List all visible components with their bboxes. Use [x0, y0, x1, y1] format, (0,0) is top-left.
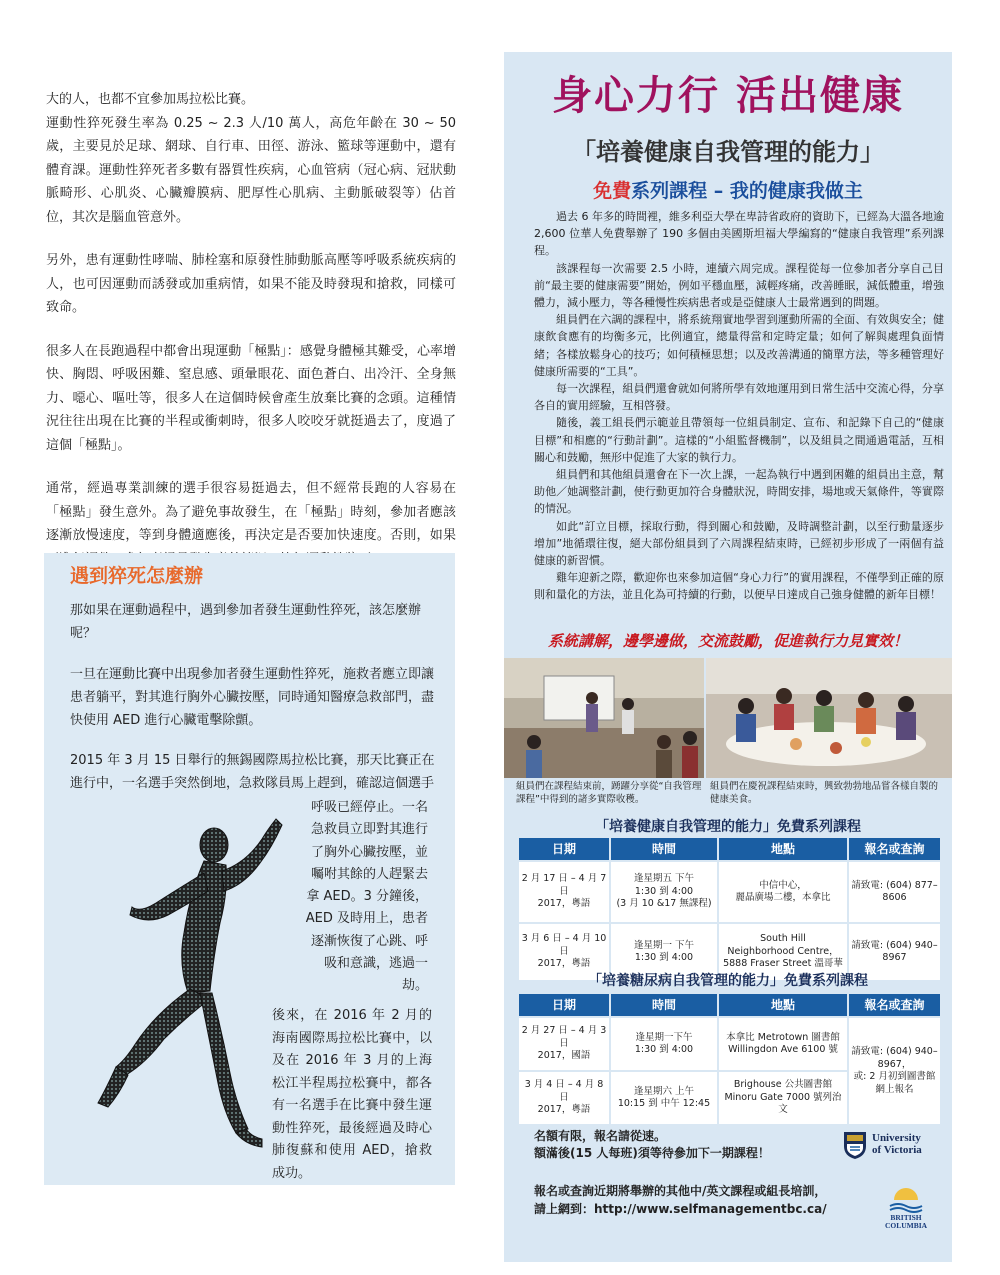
- schedule-table-title: 「培養糖尿病自我管理的能力」免費系列課程: [588, 973, 868, 989]
- ad-paragraph: 組員們在六調的課程中，將系統翔實地學習到運動所需的全面、有效與安全；健康飲食應有的均衡多元，比例適宜，總量得當和定時定量；如何了解與處理負面情緒；各樣放鬆身心的技巧；如何積極思想；以及改善溝通的簡單方法，等多種管理好健康所需要的“工具”。: [534, 313, 944, 378]
- column-header: 時間: [610, 993, 718, 1017]
- column-header: 地點: [718, 993, 848, 1017]
- photo-caption: 組員們在慶祝課程結束時，興致勃勃地品嘗各樣自製的健康美食。: [710, 781, 939, 805]
- bc-name: BRITISH COLUMBIA: [884, 1213, 928, 1230]
- uvic-name: University of Victoria: [872, 1132, 922, 1156]
- enrollment-notice: 名額有限，報名請從速。 額滿後(15 人每班)須等待參加下一期課程！: [534, 1129, 770, 1160]
- diabetes-schedule-table: [517, 992, 942, 1126]
- course-advertisement: [504, 52, 952, 1262]
- table-cell: 2 月 17 日 – 4 月 7 日 2017，粵語: [518, 861, 610, 923]
- uvic-crest-icon: [842, 1130, 868, 1160]
- sudden-death-sidebar: [44, 553, 455, 1185]
- article-body: [46, 88, 456, 591]
- ad-body: [534, 208, 944, 604]
- table-row: [518, 1017, 941, 1071]
- sidebar-paragraph: 一旦在運動比賽中出現參加者發生運動性猝死，施救者應立即讓患者躺平，對其進行胸外心臟按壓，同時通知醫療急救部門，盡快使用 AED 進行心臟電擊除顫。: [70, 667, 435, 728]
- sidebar-paragraph: 2015 年 3 月 15 日舉行的無錫國際馬拉松比賽，那天比賽正在進行中，一名選手突然倒地，急救隊員馬上趕到，確認這個選手: [70, 753, 435, 791]
- schedule-table: [517, 836, 942, 982]
- table-cell: Brighouse 公共圖書館 Minoru Gate 7000 號列治文: [718, 1071, 848, 1125]
- table-cell: South Hill Neighborhood Centre， 5888 Fraser Street 溫哥華: [718, 923, 848, 981]
- column-header: 報名或查詢: [848, 837, 941, 861]
- registration-info: 報名或查詢近期將舉辦的其他中/英文課程或組長培訓， 請上網到：http://www.selfmanagementbc.ca/: [534, 1184, 827, 1216]
- table-cell: 請致電: (604) 940–8967， 或: 2 月初到圖書館 網上報名: [848, 1017, 941, 1125]
- ad-headline: 身心力行 活出健康: [552, 73, 904, 119]
- ad-paragraph: 隨後，義工組長們示範並且帶領每一位組員制定、宣布、和記錄下自己的“健康目標”和相應的“行動計劃”。這樣的“小組監督機制”，以及組員之間通過電話，互相關心和鼓勵，無形中促進了大家的執行力。: [534, 416, 944, 464]
- ad-paragraph: 如此“訂立目標，採取行動，得到關心和鼓勵，及時調整計劃，以至行動量逐步增加”地循環往復，絕大部份組員到了六周課程結束時，已經初步形成了一兩個有益健康的新習慣。: [534, 519, 944, 568]
- ad-paragraph: 雞年迎新之際，歡迎你也來參加這個“身心力行”的實用課程，不僅學到正確的原則和量化的方法，並且化為可持續的行動，以便早日達成自己強身健體的新年目標！: [534, 571, 944, 602]
- ad-paragraph: 過去 6 年多的時間裡，維多利亞大學在卑詩省政府的資助下，已經為大溫各地逾 2,600 位華人免費舉辦了 190 多個由美國斯坦福大學編寫的“健康自我管理”系列課程。: [534, 210, 944, 258]
- article-paragraph: 通常，經過專業訓練的選手很容易挺過去，但不經常長跑的人容易在「極點」發生意外。為了避免事故發生，在「極點」時刻，參加者應該逐漸放慢速度，等到身體適應後，再決定是否要加快速度。否則，如果: [46, 481, 456, 543]
- class-photo: [504, 658, 704, 778]
- table-cell: 逢星期六 上午 10:15 到 中午 12:45: [610, 1071, 718, 1125]
- column-header: 時間: [610, 837, 718, 861]
- table-cell: 3 月 6 日 – 4 月 10 日 2017，粵語: [518, 923, 610, 981]
- column-header: 報名或查詢: [848, 993, 941, 1017]
- uvic-logo: [842, 1130, 942, 1164]
- table-cell: 請致電: (604) 940–8967: [848, 923, 941, 981]
- schedule-table-title: 「培養健康自我管理的能力」免費系列課程: [595, 819, 861, 835]
- ad-paragraph: 組員們和其他組員還會在下一次上課，一起為執行中遇到困難的組員出主意，幫助他／她調整計劃，使行動更加符合身體狀況，時間安排，場地或天氣條件，等實際的情況。: [534, 468, 944, 516]
- sidebar-paragraph: 後來，在 2016 年 2 月的海南國際馬拉松比賽中，以及在 2016 年 3 月的上海松江半程馬拉松賽中，都各有一名選手在比賽中發生運動性猝死，最後經過及時心肺復蘇和使用 AED，搶救成功。: [272, 1008, 432, 1181]
- column-header: 日期: [518, 993, 610, 1017]
- ad-paragraph: 每一次課程，組員們還會就如何將所學有效地運用到日常生活中交流心得，分享各自的實用經驗，互相啓發。: [534, 382, 944, 413]
- sidebar-title: 遇到猝死怎麼辦: [70, 565, 204, 587]
- free-label: 免費: [593, 180, 632, 202]
- table-cell: 本拿比 Metrotown 圖書館 Willingdon Ave 6100 號: [718, 1017, 848, 1071]
- table-cell: 逢星期一下午 1:30 到 4:00: [610, 1017, 718, 1071]
- series-heading: [504, 176, 952, 203]
- table-cell: 請致電: (604) 877–8606: [848, 861, 941, 923]
- bc-logo: [876, 1180, 936, 1240]
- column-header: 日期: [518, 837, 610, 861]
- article-paragraph: 另外，患有運動性哮喘、肺栓塞和原發性肺動脈高壓等呼吸系統疾病的人，也可因運動而誘發或加重病情，如果不能及時發現和搶救，同樣可致命。: [46, 253, 456, 315]
- ad-subtitle: 「培養健康自我管理的能力」: [572, 138, 884, 166]
- sidebar-paragraph: 那如果在運動過程中，遇到參加者發生運動性猝死，該怎麼辦呢？: [70, 603, 422, 641]
- bc-emblem-icon: [876, 1180, 936, 1214]
- series-label: 系列課程 – 我的健康我做主: [631, 180, 863, 202]
- table-cell: 逢星期五 下午 1:30 到 4:00 (3 月 10 &17 無課程): [610, 861, 718, 923]
- photo-caption: 組員們在課程結束前，踴躍分享從“自我管理課程”中得到的諸多實際收穫。: [516, 781, 702, 805]
- table-cell: 中信中心， 麗晶廣場二樓，本拿比: [718, 861, 848, 923]
- table-cell: 逢星期一 下午 1:30 到 4:00: [610, 923, 718, 981]
- column-header: 地點: [718, 837, 848, 861]
- article-paragraph: 大的人，也都不宜參加馬拉松比賽。 運動性猝死發生率為 0.25 ~ 2.3 人/10 萬人，高危年齡在 30 ~ 50 歲，主要見於足球、網球、自行車、田徑、游泳、籃球等運動中，還有體育課。運動性猝死者多數有器質性疾病，心血管病（冠心病、冠狀動脈畸形、心肌炎、心臟瓣膜病、肥厚性心肌病、主動脈破裂等）佔首位，其次是腦血管意外。: [46, 92, 456, 225]
- article-paragraph: 很多人在長跑過程中都會出現運動「極點」：感覺身體極其難受，心率增快、胸悶、呼吸困難、窒息感、頭暈眼花、面色蒼白、出冷汗、全身無力、噁心、嘔吐等，很多人在這個時候會產生放棄比賽的念頭。這種情況往往出現在比賽的半程或衝刺時，很多人咬咬牙就挺過去了，度過了這個「極點」。: [46, 343, 456, 453]
- ad-slogan: 系統講解，邊學邊做，交流鼓勵，促進執行力見實效！: [547, 632, 908, 650]
- ad-paragraph: 該課程每一次需要 2.5 小時，連續六周完成。課程從每一位參加者分享自己目前“最主要的健康需要”開始，例如平穩血壓，減輕疼痛，改善睡眠，減低體重，增強體力，減小壓力，等各種慢性疾病患者或是亞健康人士最常遇到的問題。: [534, 261, 944, 310]
- runner-illustration: [86, 803, 296, 1163]
- table-row: [518, 861, 941, 923]
- table-cell: 2 月 27 日 – 4 月 3 日 2017，國語: [518, 1017, 610, 1071]
- sidebar-paragraph: 呼吸已經停止。一名急救員立即對其進行了胸外心臟按壓，並囑咐其餘的人趕緊去拿 AED。3 分鐘後，AED 及時用上，患者逐漸恢復了心跳、呼吸和意識，逃過一劫。: [305, 800, 428, 994]
- potluck-photo: [706, 658, 952, 778]
- table-cell: 3 月 4 日 – 4 月 8 日 2017，粵語: [518, 1071, 610, 1125]
